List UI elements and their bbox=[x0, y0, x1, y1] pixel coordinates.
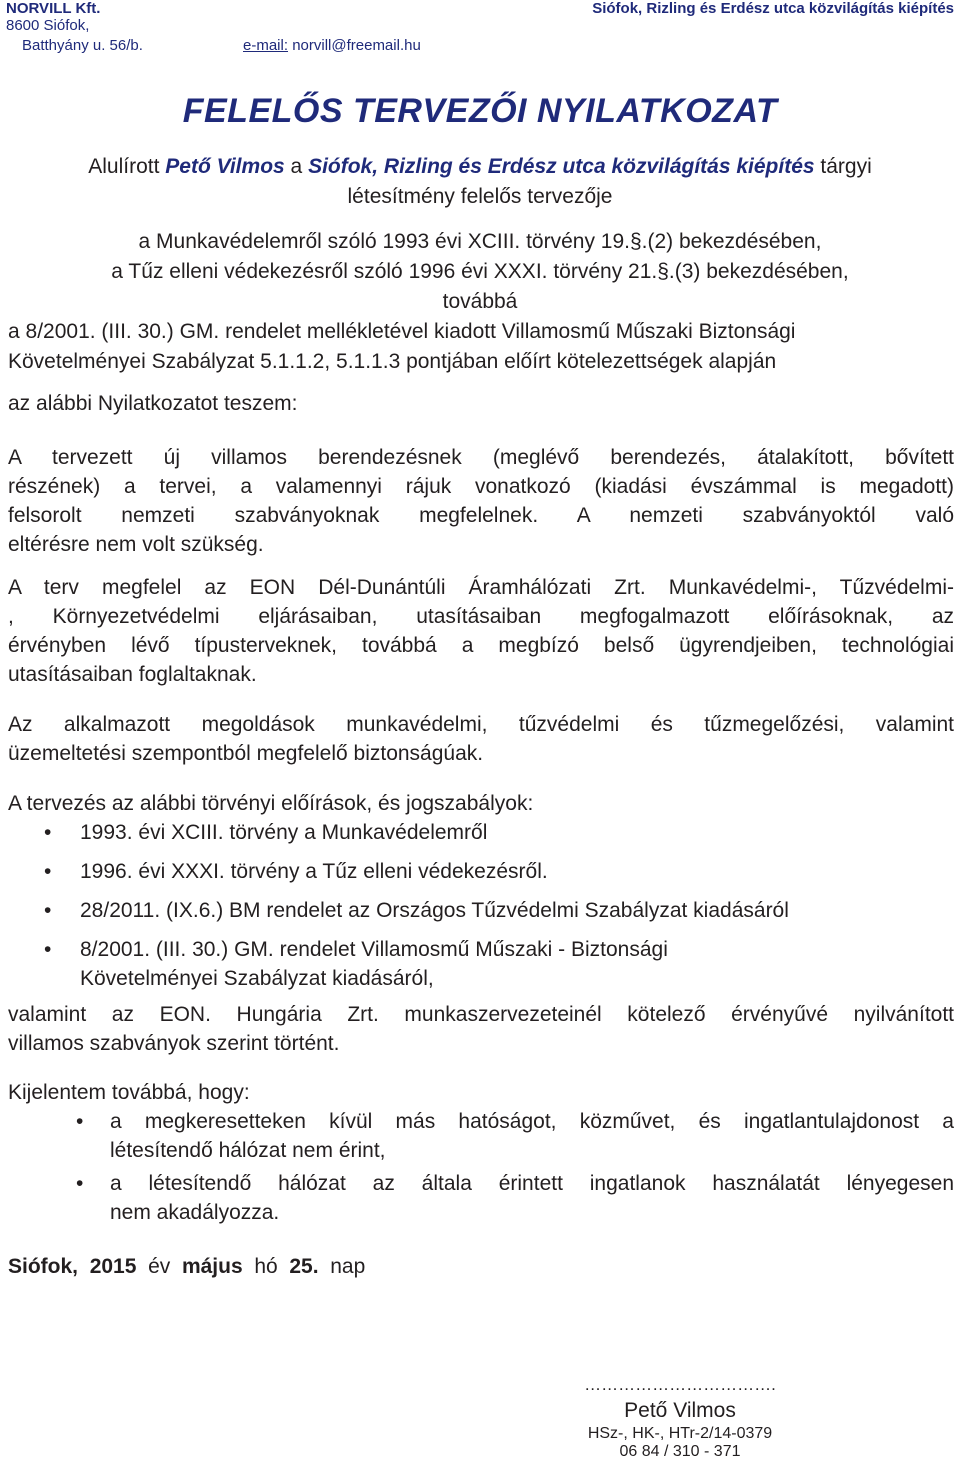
date-line bbox=[8, 1255, 365, 1279]
paragraph-3 bbox=[8, 710, 954, 768]
list-item: • 28/2011. (IX.6.) BM rendelet az Országos Tűzvédelmi Szabályzat kiadásáról bbox=[8, 896, 954, 925]
p2-line-2: , Környezetvédelmi eljárásaiban, utasításaiban megfogalmazott előírásoknak, az bbox=[8, 605, 954, 628]
legal-line-1: a Munkavédelemről szóló 1993 évi XCIII. törvény 19.§.(2) bekezdésében, bbox=[138, 230, 822, 253]
laws-intro: A tervezés az alábbi törvényi előírások, és jogszabályok: bbox=[8, 792, 534, 815]
declare-2-line-1: • a létesítendő hálózat az általa érintett ingatlanok használatát lényegesen bbox=[110, 1172, 954, 1195]
company-email bbox=[243, 37, 421, 54]
legal-line-4: a 8/2001. (III. 30.) GM. rendelet mellékletével kiadott Villamosmű Műszaki Biztonsági bbox=[8, 320, 796, 343]
p1-line-2: részének) a tervei, a valamennyi rájuk vonatkozó (kiadási évszámmal is megadott) bbox=[8, 475, 954, 498]
list-item bbox=[8, 1169, 954, 1227]
intro-paragraph bbox=[0, 152, 960, 212]
date-year: 2015 bbox=[89, 1255, 137, 1278]
signature-line: ……………………………. bbox=[584, 1375, 776, 1394]
date-nap: nap bbox=[330, 1255, 366, 1278]
p2-line-1: A terv megfelel az EON Dél-Dunántúli Áramhálózati Zrt. Munkavédelmi-, Tűzvédelmi- bbox=[8, 576, 954, 599]
p3-line-1: Az alkalmazott megoldások munkavédelmi, tűzvédelmi és tűzmegelőzési, valamint bbox=[8, 713, 954, 736]
after-laws-line-1: valamint az EON. Hungária Zrt. munkaszervezeteinél kötelező érvényűvé nyilvánított bbox=[8, 1003, 954, 1026]
list-item bbox=[8, 1107, 954, 1165]
date-ho: hó bbox=[254, 1255, 278, 1278]
list-item-continuation: Követelményei Szabályzat kiadásáról, bbox=[80, 967, 434, 990]
intro-text-1: Alulírott bbox=[88, 155, 166, 178]
intro-line-2: létesítmény felelős tervezője bbox=[347, 185, 613, 208]
declare-intro: Kijelentem továbbá, hogy: bbox=[8, 1081, 250, 1104]
legal-line-6: az alábbi Nyilatkozatot teszem: bbox=[8, 392, 298, 415]
company-name: NORVILL Kft. bbox=[6, 0, 101, 17]
p1-line-3: felsorolt nemzeti szabványoknak megfelelnek. A nemzeti szabványoktól való bbox=[8, 504, 954, 527]
date-city: Siófok, bbox=[8, 1255, 79, 1278]
declare-list bbox=[8, 1107, 954, 1227]
designer-name: Pető Vilmos bbox=[165, 155, 285, 178]
p1-line-1: A tervezett új villamos berendezésnek (meglévő berendezés, átalakított, bővített bbox=[8, 446, 954, 469]
legal-line-3: továbbá bbox=[442, 290, 518, 313]
declare-2-line-2: nem akadályozza. bbox=[110, 1201, 280, 1224]
declare-1-line-1: • a megkeresetteken kívül más hatóságot, közművet, és ingatlantulajdonost a bbox=[110, 1110, 954, 1133]
signature-phone: 06 84 / 310 - 371 bbox=[619, 1443, 741, 1460]
legal-line-5: Követelményei Szabályzat 5.1.1.2, 5.1.1.3 pontjában előírt kötelezettségek alapján bbox=[8, 350, 777, 373]
intro-text-2: a bbox=[284, 155, 309, 178]
project-header: Siófok, Rizling és Erdész utca közvilágítás kiépítés bbox=[592, 0, 954, 17]
date-month: május bbox=[181, 1255, 243, 1278]
paragraph-1 bbox=[8, 443, 954, 559]
company-city: 8600 Siófok, bbox=[6, 17, 90, 34]
p1-line-4: eltérésre nem volt szükség. bbox=[8, 533, 264, 556]
declare-1-line-2: létesítendő hálózat nem érint, bbox=[110, 1139, 386, 1162]
email-address[interactable]: norvill@freemail.hu bbox=[292, 37, 421, 54]
legal-line-2: a Tűz elleni védekezésről szóló 1996 évi XXXI. törvény 21.§.(3) bekezdésében, bbox=[111, 260, 849, 283]
p2-line-4: utasításaiban foglaltaknak. bbox=[8, 663, 257, 686]
after-laws bbox=[8, 1000, 954, 1058]
signature-license: HSz-, HK-, HTr-2/14-0379 bbox=[587, 1425, 773, 1442]
p2-line-3: érvényben lévő típusterveknek, továbbá a megbízó belső ügyrendjeiben, technológiai bbox=[8, 634, 954, 657]
signature-name: Pető Vilmos bbox=[624, 1399, 736, 1422]
intro-text-3: tárgyi bbox=[814, 155, 872, 178]
list-item: • 1996. évi XXXI. törvény a Tűz elleni védekezésről. bbox=[8, 857, 954, 886]
company-block bbox=[6, 0, 100, 34]
company-address: Batthyány u. 56/b. bbox=[22, 37, 143, 54]
list-item: • 8/2001. (III. 30.) GM. rendelet Villamosmű Műszaki - Biztonsági bbox=[8, 935, 954, 964]
signature-block bbox=[520, 1375, 840, 1461]
laws-list bbox=[8, 818, 954, 993]
project-name: Siófok, Rizling és Erdész utca közvilágítás kiépítés bbox=[308, 155, 815, 178]
paragraph-2 bbox=[8, 573, 954, 689]
after-laws-line-2: villamos szabványok szerint történt. bbox=[8, 1032, 340, 1055]
date-day: 25. bbox=[289, 1255, 319, 1278]
email-label: e-mail: bbox=[243, 37, 289, 54]
legal-references bbox=[0, 227, 960, 419]
document-title: FELELŐS TERVEZŐI NYILATKOZAT bbox=[182, 92, 778, 130]
date-ev: év bbox=[148, 1255, 171, 1278]
list-item: • 1993. évi XCIII. törvény a Munkavédelemről bbox=[8, 818, 954, 847]
p3-line-2: üzemeltetési szempontból megfelelő biztonságúak. bbox=[8, 742, 484, 765]
